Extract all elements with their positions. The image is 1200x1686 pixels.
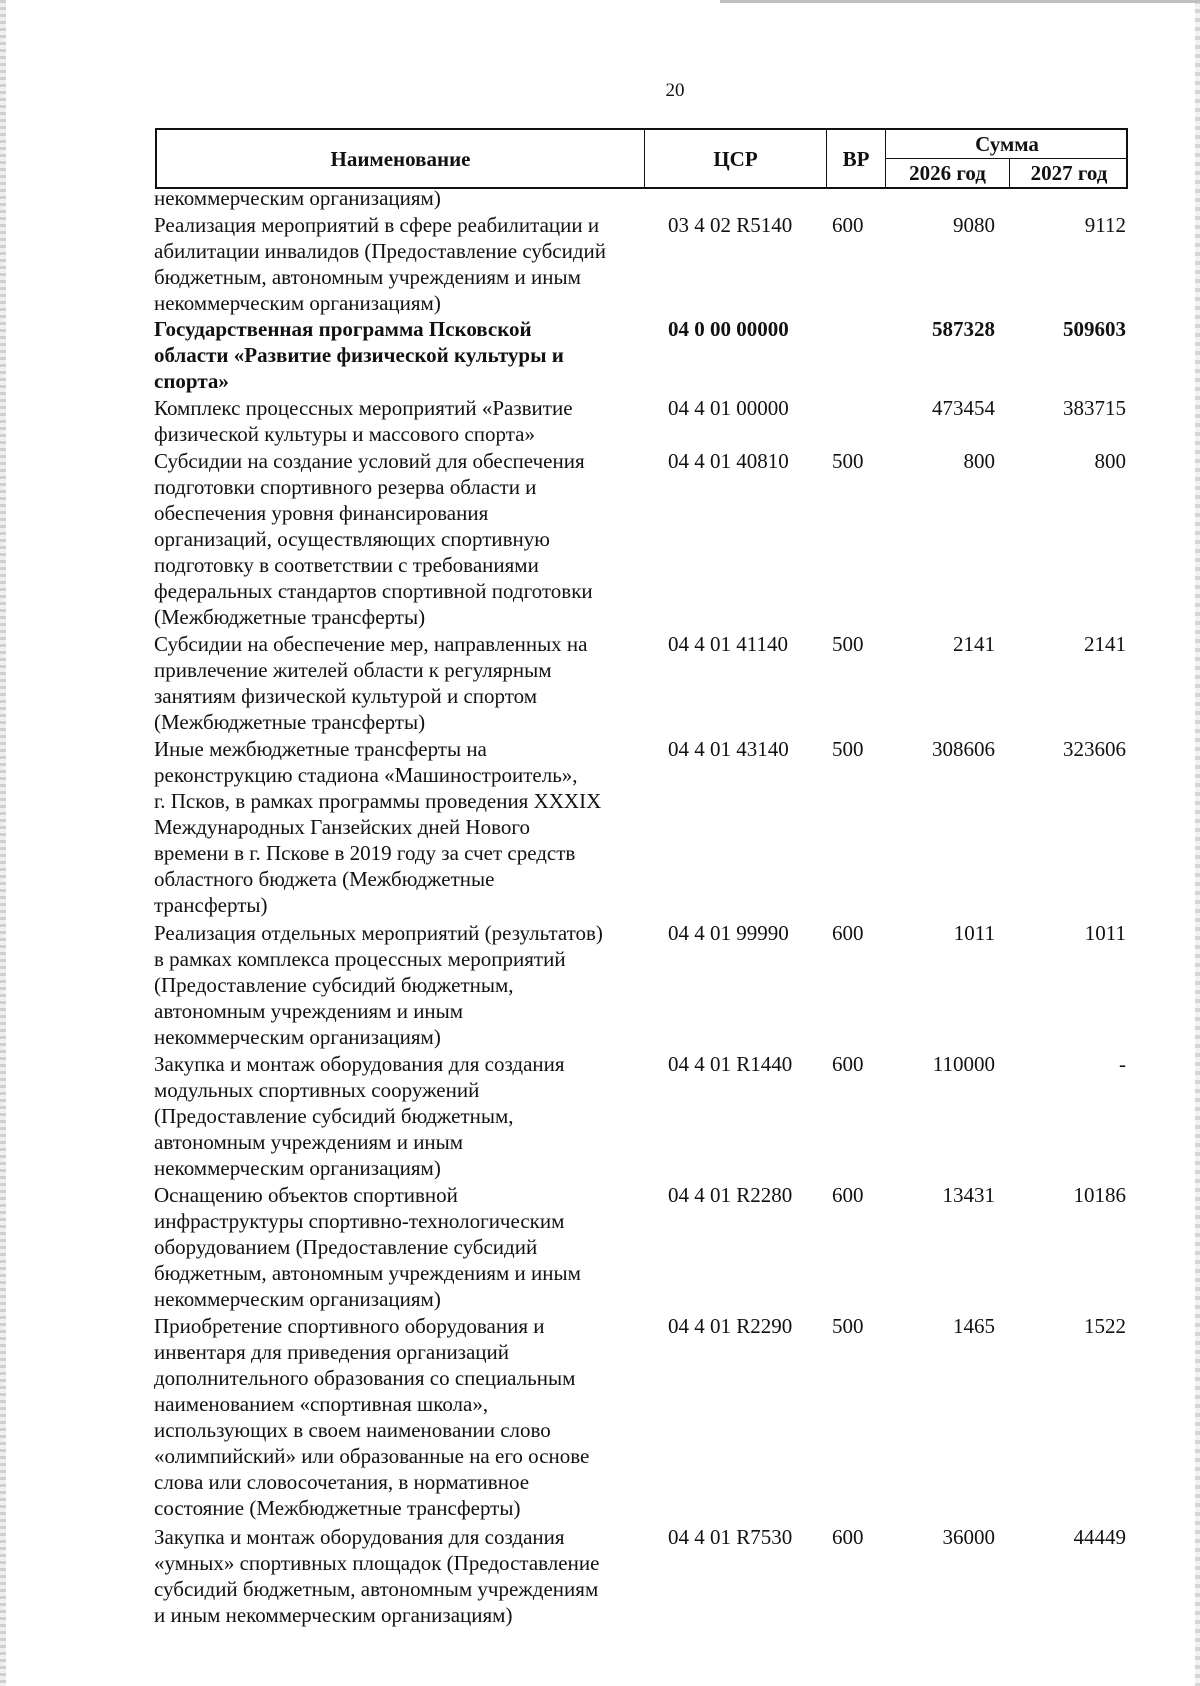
row-csr: 04 4 01 R7530 [668,1525,793,1549]
row-csr: 04 0 00 00000 [668,317,789,341]
row-csr: 04 4 01 40810 [668,449,789,473]
row-name: Закупка и монтаж оборудования для создания модульных спортивных сооружений (Предоставление субсидий бюджетным, автономным учреждениям и иным некоммерческим организациям) [154,1052,565,1180]
row-sum-2026: 13431 [942,1183,995,1207]
scan-edge-right [1195,0,1200,1686]
row-name: Субсидии на обеспечение мер, направленных на привлечение жителей области к регулярным занятиям физической культурой и спортом (Межбюджетные трансферты) [154,632,588,734]
row-sum-2027: 383715 [1063,396,1126,420]
header-csr: ЦСР [713,147,758,171]
row-name: Субсидии на создание условий для обеспечения подготовки спортивного резерва области и обеспечения уровня финансирования организаций, осуществляющих спортивную подготовку в соответствии с требованиями федеральных стандартов спортивной подготовки (Межбюджетные трансферты) [154,449,593,629]
row-sum-2026: 2141 [953,632,995,656]
row-sum-2026: 800 [963,449,995,473]
row-csr: 04 4 01 99990 [668,921,789,945]
row-vr: 500 [832,1314,864,1338]
row-sum-2027: 2141 [1084,632,1126,656]
row-sum-2027: 1522 [1084,1314,1126,1338]
row-vr: 600 [832,213,864,237]
header-name: Наименование [330,147,471,171]
table-header [155,128,1128,189]
scan-edge-left [0,0,6,1686]
header-divider [885,158,1126,159]
page-number: 20 [665,80,685,101]
row-sum-2027: - [1119,1052,1126,1076]
row-vr: 500 [832,449,864,473]
row-vr: 600 [832,1525,864,1549]
row-name: Комплекс процессных мероприятий «Развитие физической культуры и массового спорта» [154,396,573,446]
row-sum-2027: 9112 [1084,213,1126,237]
row-sum-2026: 1011 [953,921,995,945]
row-sum-2026: 110000 [932,1052,995,1076]
row-name: Оснащению объектов спортивной инфраструктуры спортивно-технологическим оборудованием (Предоставление субсидий бюджетным, автономным учреждениям и иным некоммерческим организациям) [154,1183,581,1311]
row-csr: 04 4 01 R1440 [668,1052,793,1076]
row-vr: 600 [832,1052,864,1076]
row-sum-2027: 1011 [1084,921,1126,945]
row-name: Приобретение спортивного оборудования и инвентаря для приведения организаций дополнительного образования со специальным наименованием «спортивная школа», использующих в своем наименовании слово «олимпийский» или образованные на его основе слова или словосочетания, в нормативное состояние (Межбюджетные трансферты) [154,1314,590,1520]
row-name: некоммерческим организациям) [154,186,441,210]
row-csr: 04 4 01 00000 [668,396,789,420]
row-name: Государственная программа Псковской области «Развитие физической культуры и спорта» [154,317,564,393]
row-csr: 04 4 01 41140 [668,632,788,656]
row-vr: 600 [832,1183,864,1207]
row-name: Иные межбюджетные трансферты на реконструкцию стадиона «Машиностроитель», г. Псков, в рамках программы проведения XXXIX Международных Ганзейских дней Нового времени в г. Пскове в 2019 году за счет средств областного бюджета (Межбюджетные трансферты) [154,737,602,917]
row-sum-2026: 308606 [932,737,995,761]
row-sum-2026: 587328 [932,317,995,341]
row-vr: 500 [832,737,864,761]
header-year-2026: 2026 год [909,161,986,185]
row-sum-2026: 9080 [953,213,995,237]
row-sum-2027: 509603 [1063,317,1126,341]
row-vr: 600 [832,921,864,945]
row-sum-2027: 10186 [1073,1183,1126,1207]
row-name: Закупка и монтаж оборудования для создания «умных» спортивных площадок (Предоставление субсидий бюджетным, автономным учреждениям и иным некоммерческим организациям) [154,1525,600,1627]
row-csr: 04 4 01 R2290 [668,1314,793,1338]
scan-edge-top [720,0,1200,3]
row-sum-2027: 323606 [1063,737,1126,761]
row-csr: 04 4 01 R2280 [668,1183,793,1207]
row-csr: 03 4 02 R5140 [668,213,793,237]
row-name: Реализация отдельных мероприятий (результатов) в рамках комплекса процессных мероприятий (Предоставление субсидий бюджетным, автономным учреждениям и иным некоммерческим организациям) [154,921,603,1049]
row-name: Реализация мероприятий в сфере реабилитации и абилитации инвалидов (Предоставление субсидий бюджетным, автономным учреждениям и иным некоммерческим организациям) [154,213,607,315]
row-sum-2027: 800 [1094,449,1126,473]
row-sum-2026: 1465 [953,1314,995,1338]
row-sum-2027: 44449 [1073,1525,1126,1549]
header-sum: Сумма [975,132,1039,156]
row-vr: 500 [832,632,864,656]
row-sum-2026: 473454 [932,396,995,420]
row-sum-2026: 36000 [942,1525,995,1549]
row-csr: 04 4 01 43140 [668,737,789,761]
header-vr: ВР [842,147,870,171]
header-year-2027: 2027 год [1030,161,1108,185]
